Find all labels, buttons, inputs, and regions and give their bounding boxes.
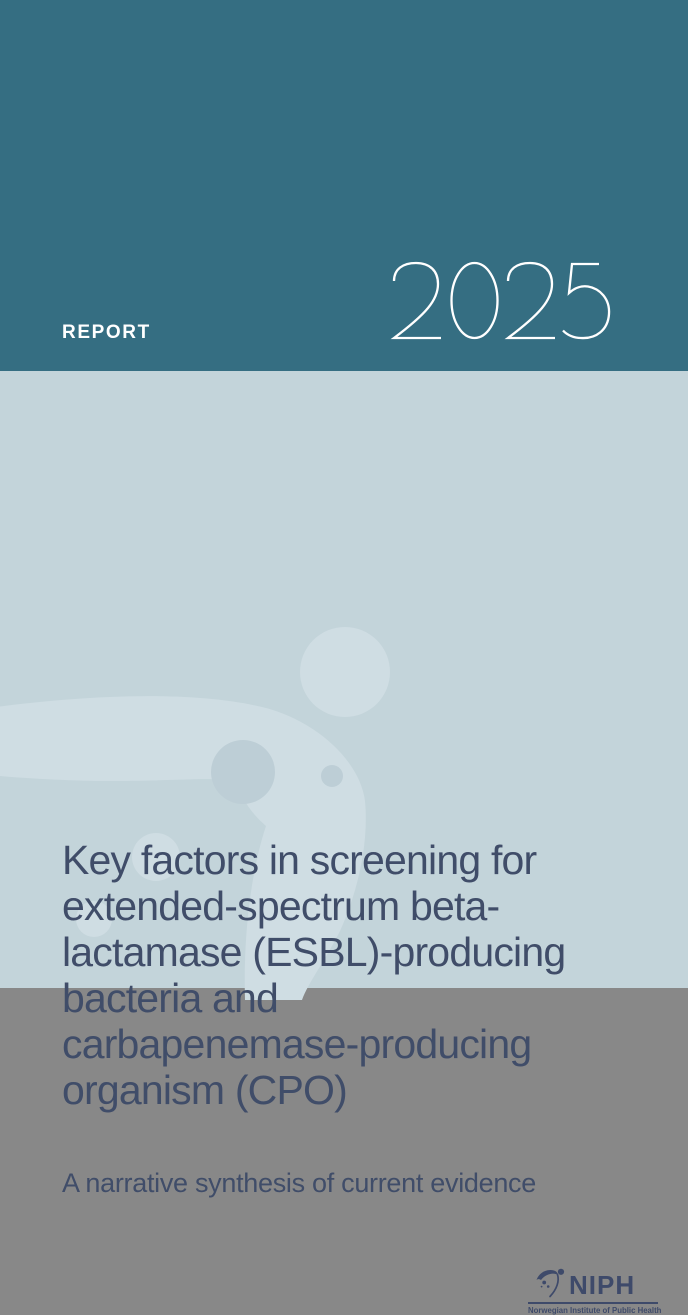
year-2025-figure bbox=[392, 261, 616, 343]
logo-name-text: NIPH bbox=[569, 1270, 636, 1300]
niph-logo-row bbox=[536, 1267, 658, 1299]
report-label: REPORT bbox=[62, 322, 151, 343]
decor-hole-dot-small bbox=[321, 765, 343, 787]
title-line: extended-spectrum beta- bbox=[62, 883, 500, 929]
title-line: organism (CPO) bbox=[62, 1067, 347, 1113]
header-band bbox=[0, 0, 688, 371]
title-line: Key factors in screening for bbox=[62, 837, 537, 883]
title-line: lactamase (ESBL)-producing bbox=[62, 929, 566, 975]
cover-body bbox=[0, 371, 688, 1315]
report-subtitle: A narrative synthesis of current evidence bbox=[62, 1168, 536, 1198]
niph-swoosh-icon bbox=[536, 1268, 565, 1299]
decor-hole-dot-large bbox=[211, 740, 275, 804]
year-text bbox=[0, 0, 1, 1]
logo-divider bbox=[528, 1302, 658, 1304]
niph-logo bbox=[528, 1267, 662, 1315]
title-line: bacteria and bbox=[62, 975, 279, 1021]
report-title bbox=[62, 837, 565, 1113]
decor-large-dot bbox=[300, 627, 390, 717]
title-line: carbapenemase-producing bbox=[62, 1021, 532, 1067]
logo-tagline: Norwegian Institute of Public Health bbox=[528, 1305, 662, 1315]
